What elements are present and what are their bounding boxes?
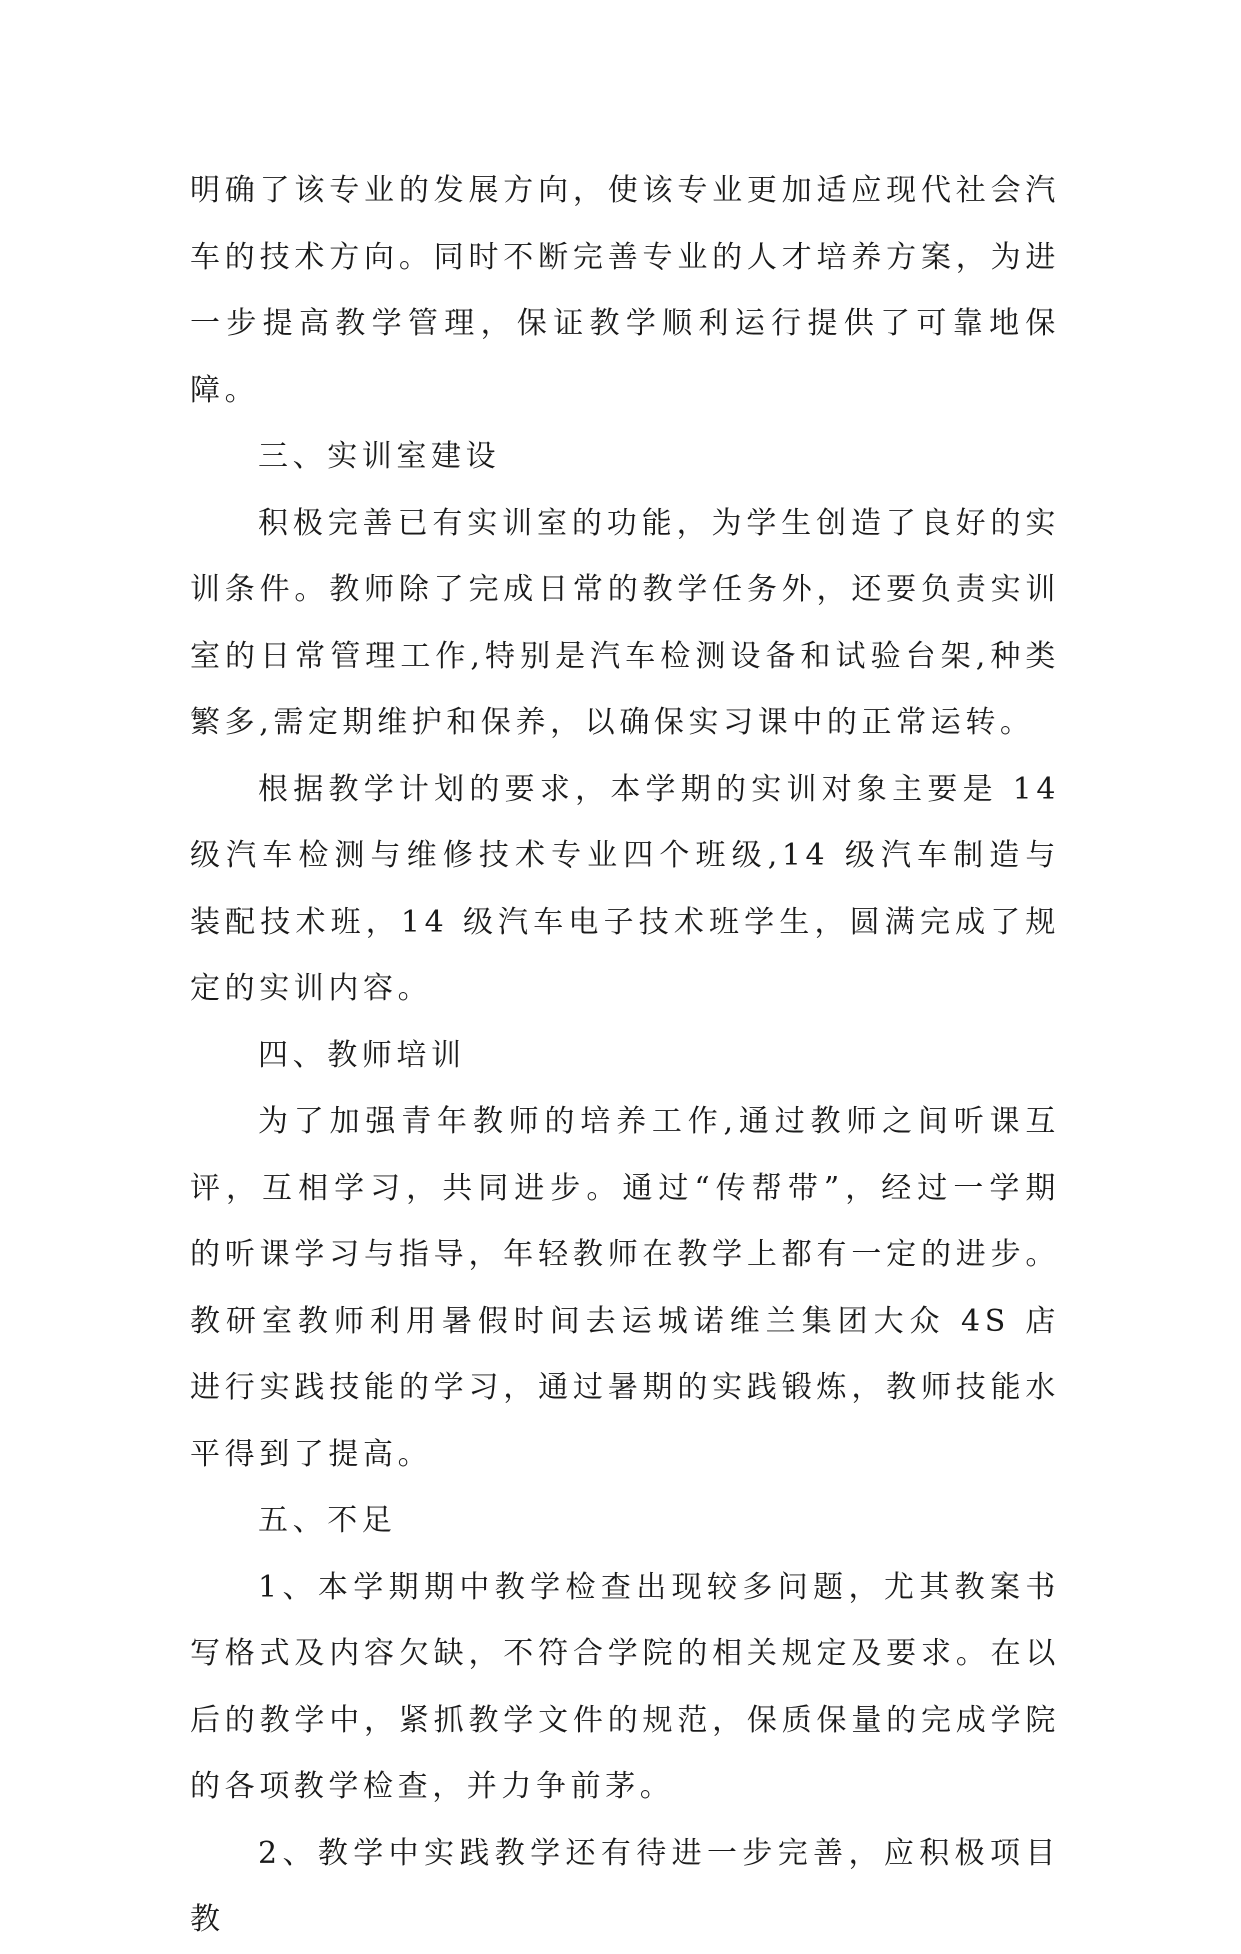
paragraph-teacher-training: 为了加强青年教师的培养工作,通过教师之间听课互评，互相学习，共同进步。通过“传帮带”，经过一学期的听课学习与指导，年轻教师在教学上都有一定的进步。教研室教师利用暑假时间去运城诺维兰集团大众 4S 店进行实践技能的学习，通过暑期的实践锻炼，教师技能水平得到了提高。 xyxy=(190,1104,1060,1472)
section-heading-teacher-training: 四、教师培训 xyxy=(258,1037,466,1073)
paragraph-shortcoming-1: 1、本学期期中教学检查出现较多问题，尤其教案书写格式及内容欠缺，不符合学院的相关规定及要求。在以后的教学中，紧抓教学文件的规范，保质保量的完成学院的各项教学检查，并力争前茅。 xyxy=(190,1569,1060,1804)
section-heading-training-room: 三、实训室建设 xyxy=(258,439,501,474)
paragraph-continuation: 明确了该专业的发展方向，使该专业更加适应现代社会汽车的技术方向。同时不断完善专业的人才培养方案，为进一步提高教学管理，保证教学顺利运行提供了可靠地保障。 xyxy=(190,173,1060,408)
section-heading-shortcomings: 五、不足 xyxy=(258,1503,397,1538)
document-body xyxy=(190,158,1060,1954)
paragraph-training-room-function: 积极完善已有实训室的功能，为学生创造了良好的实训条件。教师除了完成日常的教学任务外，还要负责实训室的日常管理工作,特别是汽车检测设备和试验台架,种类繁多,需定期维护和保养，以确保实习课中的正常运转。 xyxy=(190,505,1060,740)
paragraph-training-plan: 根据教学计划的要求，本学期的实训对象主要是 14 级汽车检测与维修技术专业四个班级,14 级汽车制造与装配技术班，14 级汽车电子技术班学生，圆满完成了规定的实训内容。 xyxy=(190,771,1060,1006)
paragraph-shortcoming-2: 2、教学中实践教学还有待进一步完善，应积极项目教 xyxy=(190,1835,1060,1937)
